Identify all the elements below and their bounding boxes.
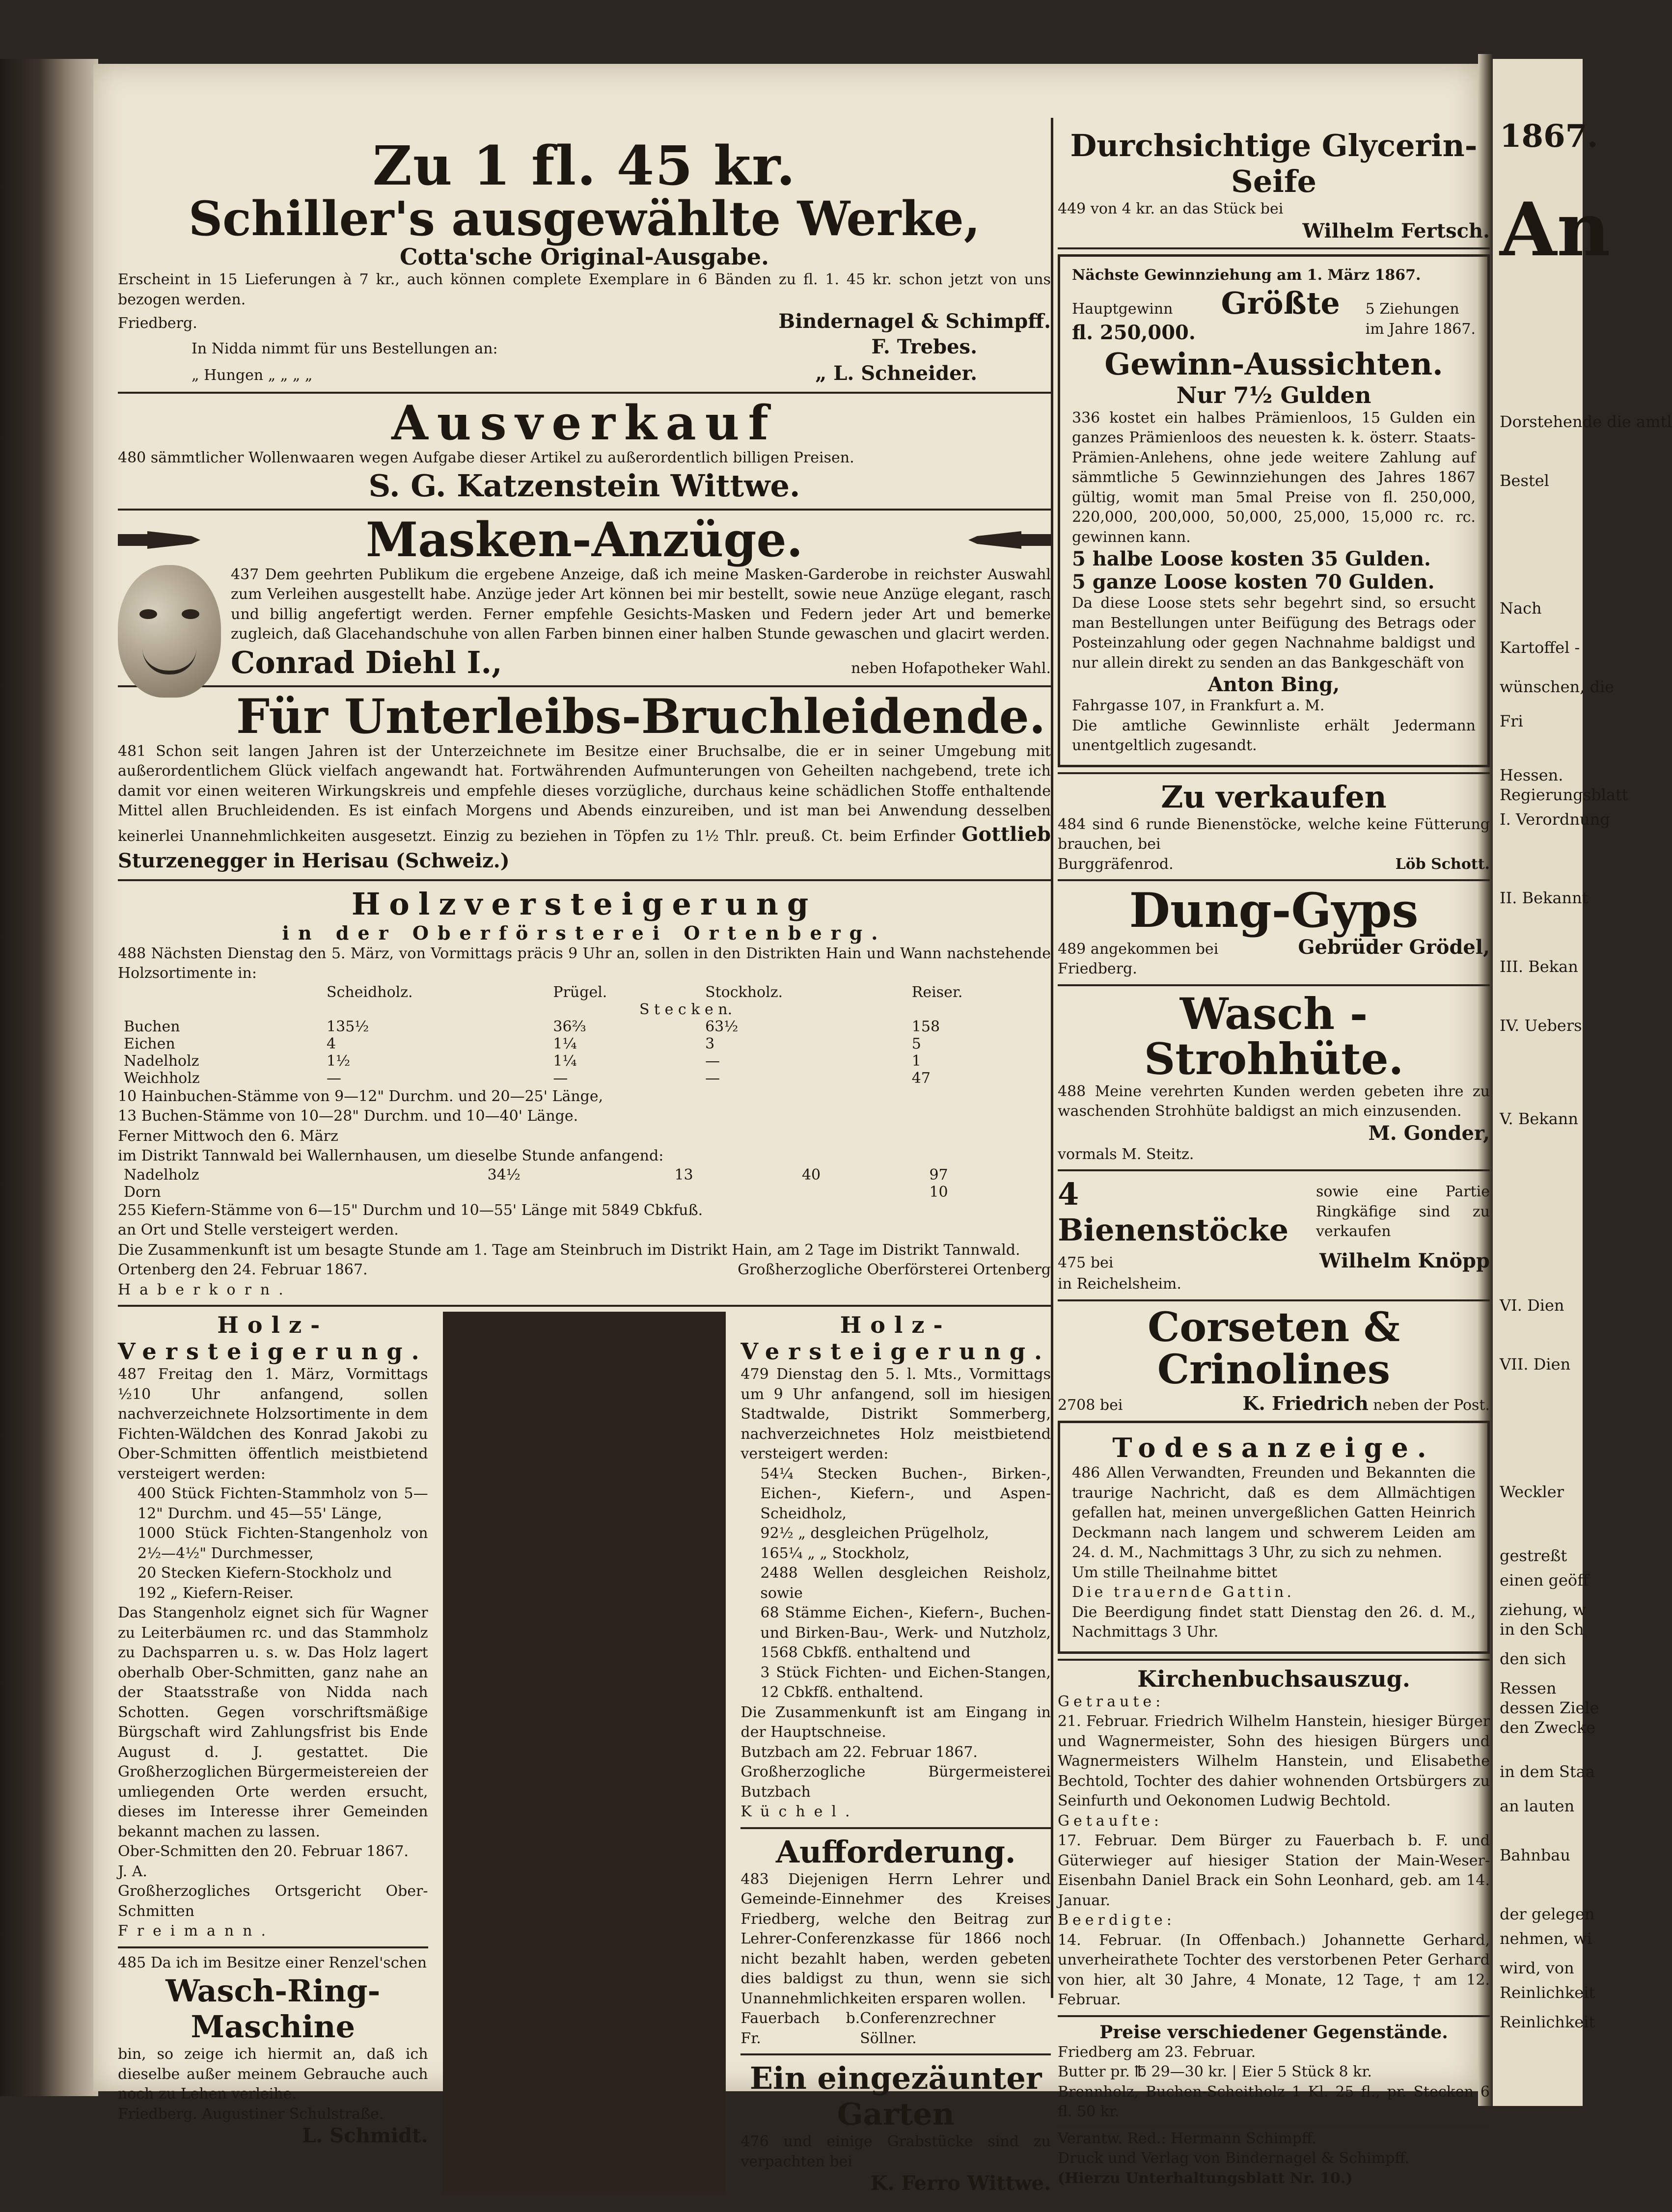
footer-printer: Druck und Verlag von Bindernagel & Schimpff. [1058,2150,1410,2167]
book-edge [0,59,98,2096]
wood-line: im Distrikt Tannwald bei Wallernhausen, um dieselbe Stunde anfangend: [118,1147,664,1165]
table-cell: — [705,1052,720,1070]
ad-corseten-signature: K. Friedrich [1242,1392,1369,1414]
edge-page-line: in dem Staa [1500,1762,1595,1781]
footer [1058,2129,1490,2189]
ad-authority: Großherzogliche Bürgermeisterei Butzbach [740,1763,1051,1801]
edge-page-line: wünschen, die [1500,677,1615,696]
edge-page-line: Bahnbau [1500,1846,1570,1864]
ad-masken-signature: Conrad Diehl I., [231,644,502,680]
divider [118,1305,1051,1307]
ad-number: 336 [1072,409,1100,427]
table-cell: Weichholz [124,1069,200,1087]
table-cell: — [327,1069,342,1087]
ad-official: Freimann. [118,1922,275,1940]
ad-authority: Großherzogliche Oberförsterei Ortenberg [738,1261,1051,1279]
edge-page-line: I. Verordnung [1500,810,1610,829]
ad-holz-schmitten-text: Freitag den 1. März, Vormittags ½10 Uhr anfangend, sollen nachverzeichnete Holzsortimente in dem Fichten-Wäldchen des Konrad Jakobi zu Ober-Schmitten öffentlich meistbietend versteigert werden: [118,1366,428,1483]
list-item: 192 „ Kiefern-Reiser. [137,1584,294,1602]
ad-schiller-trebes: F. Trebes. [871,335,977,358]
ad-holz-butzbach [740,1312,1051,1822]
lotterie-jahr: im Jahre 1867. [1365,320,1476,338]
table-cell: 40 [801,1166,821,1184]
edge-page-line: III. Bekan [1500,957,1578,976]
footer-editor: Verantw. Red.: Hermann Schimpff. [1058,2130,1316,2147]
ad-bruch [118,688,1051,874]
ad-schiller-firm: Bindernagel & Schimpff. [778,310,1051,333]
ad-ausverkauf-title: Ausverkauf [391,395,777,451]
lotterie-bold-2: 5 ganze Loose kosten 70 Gulden. [1072,570,1435,593]
divider [1058,772,1490,774]
edge-page-line: den sich [1500,1649,1566,1668]
unit-label: S t e c k e n. [639,1000,733,1018]
ad-stroh-signature: M. Gonder, [1368,1121,1490,1145]
divider [1058,2015,1490,2017]
ad-schiller-text: Erscheint in 15 Lieferungen à 7 kr., auch können complete Exemplare in 6 Bänden zu fl. 1. 45 kr. schon jetzt von uns bezogen werden. [118,271,1051,308]
edge-page-line: An [1500,187,1611,273]
edge-page-line: gestreßt [1500,1546,1567,1565]
table-cell: 1¼ [553,1035,577,1052]
footer-supplement: (Hierzu Unterhaltungsblatt Nr. 10.) [1058,2169,1353,2187]
wood-table-1 [118,984,1051,1087]
ad-holz-title: Holzversteigerung [351,886,818,922]
ad-number: 476 [740,2133,769,2151]
divider [118,685,1051,687]
ad-gyps-text: angekommen bei [1090,940,1219,958]
ad-corseten-note: neben der Post. [1373,1396,1490,1414]
table-cell: 135½ [327,1018,369,1035]
kirchenbuch [1058,1666,1490,2010]
edge-page-line: Bestel [1500,471,1549,490]
table-cell: 3 [705,1035,715,1052]
divider [740,1827,1051,1829]
ad-corseten-title: Corseten & Crinolines [1148,1303,1400,1393]
preise-line-2: Brennholz, Buchen-Scheitholz 1 Kl. 25 fl., pr. Stecken 6 fl. 50 kr. [1058,2083,1490,2121]
ad-number: 486 [1072,1464,1100,1482]
ad-number: 480 [118,449,146,466]
ad-bruch-signature: Gottlieb Sturzenegger in Herisau (Schweiz.) [118,822,1051,872]
ad-garten-title: Ein eingezäunter Garten [749,2060,1042,2132]
table-header: Prügel. [553,983,607,1001]
divider [1058,1169,1490,1171]
ad-seife-signature: Wilhelm Fertsch. [1302,219,1490,243]
preise [1058,2022,1490,2122]
lotterie-head: Nächste Gewinnziehung am 1. März 1867. [1072,266,1421,284]
edge-page-line: VI. Dien [1500,1296,1564,1315]
lotterie-text: kostet ein halbes Prämienloos, 15 Gulden ein ganzes Prämienloos des neuesten k. k. österr. Staats-Prämien-Anlehens, ohne jede weitere Zahlung auf sämmtliche 5 Gewinnziehungen des Jahres 1867 gültig, womit man 5mal Preise von fl. 250,000, 220,000, 200,000, 50,000, 25,000, 15,000 rc. rc. gewinnen kann. [1072,409,1476,546]
ad-schiller-subtitle: Cotta'sche Original-Ausgabe. [400,243,769,270]
todes-line-2: Die trauernde Gattin. [1072,1584,1294,1601]
divider [1058,879,1490,881]
ad-wasch-maschine [118,1953,428,2148]
ad-schiller-price: Zu 1 fl. 45 kr. [372,134,796,197]
list-item: 165¼ „ „ Stockholz, [760,1544,910,1562]
ad-schiller-schneider: „ L. Schneider. [815,361,977,385]
ad-masken-note: neben Hofapotheker Wahl. [851,659,1051,677]
lotterie-nur: Nur 7½ Gulden [1176,381,1371,408]
adjacent-page [1493,59,1672,2106]
ad-bienen-place: Burggräfenrod. [1058,855,1174,873]
table-cell: 13 [674,1166,693,1184]
ad-todesanzeige [1058,1421,1490,1654]
edge-page-line: Hessen. [1500,766,1563,784]
table-cell: Dorn [124,1183,161,1201]
kirchenbuch-getraute: 21. Februar. Friedrich Wilhelm Hanstein, hiesiger Bürger und Wagnermeister, Sohn des hiesigen Bürgers und Wagnermeisters Wilhelm Hanstein, und Elisabethe Bechtold, Tochter des dahier wohnenden Ortsbürgers zu Seinfurth und Oekonomen Ludwig Bechtold. [1058,1713,1490,1810]
ad-number: 485 [118,1954,146,1971]
edge-page-line: Weckler [1500,1483,1564,1501]
table-cell: 34½ [487,1166,521,1184]
ad-number: 489 [1058,940,1086,958]
wood-line: 255 Kiefern-Stämme von 6—15" Durchm und 10—55' Länge mit 5849 Cbkfuß. [118,1201,703,1219]
ad-seife [1058,128,1490,243]
ad-holz-schmitten [118,1312,428,1942]
ad-bienenstoecke-signature: Wilhelm Knöpp [1319,1249,1490,1273]
ad-holz-intro: Nächsten Dienstag den 5. März, von Vormittags präcis 9 Uhr an, sollen in den Distrikten Hain und Wann nachstehende Holzsortimente in: [118,944,1051,982]
table-cell: 47 [911,1069,931,1087]
edge-page-line: dessen Ziele [1500,1699,1599,1717]
edge-page-line: wird, von [1500,1959,1574,1977]
mask-face-illustration [118,565,221,698]
ad-bienen-text: sind 6 runde Bienenstöcke, welche keine Fütterung brauchen, bei [1058,815,1490,853]
lotterie-bold-1: 5 halbe Loose kosten 35 Gulden. [1072,547,1431,570]
ad-date: Butzbach am 22. Februar 1867. [740,1743,978,1761]
ad-number: 479 [740,1366,769,1383]
ad-bienenstoecke-title: 4 Bienenstöcke [1058,1176,1289,1248]
ad-strohhuete [1058,988,1490,1164]
lotterie-signature: Anton Bing, [1207,673,1340,696]
ad-schiller-place: Friedberg. [118,315,197,332]
ad-date: Ortenberg den 24. Februar 1867. [118,1261,368,1279]
ad-garten-signature: K. Ferro Wittwe. [870,2172,1051,2195]
divider [118,1946,428,1948]
ad-aufforderung-signature: Conferenzrechner Söllner. [860,2010,996,2047]
divider [1058,1299,1490,1301]
ad-stroh-text: Meine verehrten Kunden werden gebeten ihre zu waschenden Strohhüte baldigst an mich einzusenden. [1058,1082,1490,1120]
table-row [118,1035,1051,1052]
divider [1058,1659,1490,1661]
pointing-hand-right-icon [118,525,201,555]
lotterie-haupt-label: Hauptgewinn [1072,300,1173,318]
table-header: Scheidholz. [327,983,413,1001]
table-cell: 1 [911,1052,921,1070]
ad-number: 488 [1058,1082,1086,1100]
ad-corseten-bei: bei [1099,1396,1123,1414]
ad-date: Ober-Schmitten den 20. Februar 1867. [118,1843,409,1861]
edge-page-line: Regierungsblatt [1500,785,1628,804]
edge-page-line: ziehung, w [1500,1600,1587,1619]
todes-line-1: Um stille Theilnahme bittet [1072,1564,1278,1581]
edge-page-line: Nach [1500,599,1542,618]
lotterie-note: Die amtliche Gewinnliste erhält Jedermann unentgeltlich zugesandt. [1072,717,1476,754]
left-subcolumn [118,1312,428,2195]
list-item: 92½ „ desgleichen Prügelholz, [760,1525,989,1542]
ad-wasch-intro: Da ich im Besitze einer Renzel'schen [150,1954,427,1971]
edge-page-line: IV. Uebers [1500,1016,1582,1035]
kirchenbuch-title: Kirchenbuchsauszug. [1137,1665,1410,1692]
edge-page-line: Dorstehende die amtl [1500,412,1672,431]
ad-aufforderung-place: Fauerbach b. Fr. [740,2010,860,2047]
todes-text: Allen Verwandten, Freunden und Bekannten die traurige Nachricht, daß es dem Allmächtigen gefallen hat, meinen unvergeßlichen Gatten Heinrich Deckmann nach langem und schwerem Leiden am 24. d. M., Nachmittags 3 Uhr, zu sich zu nehmen. [1072,1464,1476,1562]
ad-holz-subtitle: in der Oberförsterei Ortenberg. [282,921,887,944]
lotterie-haupt-value: fl. 250,000. [1072,321,1196,344]
table-header [118,984,321,1001]
table-cell: 63½ [705,1018,739,1035]
ad-initials: J. A. [118,1862,147,1880]
ad-bienen-verkauf [1058,779,1490,875]
divider [740,2053,1051,2055]
kirchenbuch-beerdigte-heading: Beerdigte: [1058,1912,1176,1929]
ad-bienenstoecke [1058,1176,1490,1295]
lotterie-ziehungen: 5 Ziehungen [1365,300,1459,318]
list-item: 1000 Stück Fichten-Stangenholz von 2½—4½" Durchmesser, [137,1525,428,1562]
ad-lotterie [1058,254,1490,767]
ad-bienenstoecke-bei: bei [1090,1254,1114,1272]
edge-page-line: V. Bekann [1500,1109,1578,1128]
table-header: Reiser. [911,983,963,1001]
divider [118,392,1051,394]
ad-bienenstoecke-text: sowie eine Partie Ringkäfige sind zu verkaufen [1316,1183,1490,1241]
ad-wasch-title: Wasch-Ring-Maschine [165,1973,381,2045]
table-header-row [118,984,1051,1001]
ad-authority: Großherzogliches Ortsgericht Ober-Schmitten [118,1883,428,1920]
table-row [118,1070,1051,1087]
ad-schiller [118,134,1051,387]
wood-line: an Ort und Stelle versteigert werden. [118,1221,399,1239]
ad-ausverkauf-text: sämmtlicher Wollenwaaren wegen Aufgabe dieser Artikel zu außerordentlich billigen Preisen. [150,449,854,466]
lotterie-address: Fahrgasse 107, in Frankfurt a. M. [1072,697,1325,714]
ad-aufforderung-title: Aufforderung. [775,1834,1016,1870]
lotterie-text-2: Da diese Loose stets sehr begehrt sind, so ersucht man Bestellungen unter Beifügung des Betrags oder Posteinzahlung oder gegen Nachnahme baldigst und nur allein direkt zu senden an das Bankgeschäft von [1072,594,1476,672]
ad-number: 475 [1058,1254,1086,1272]
preise-line-1: Butter pr. ℔ 29—30 kr. | Eier 5 Stück 8 kr. [1058,2063,1372,2081]
list-item: 54¼ Stecken Buchen-, Birken-, Eichen-, Kiefern-, und Aspen-Scheidholz, [760,1465,1051,1522]
wood-table-2 [118,1166,1051,1201]
ad-aufforderung [740,1834,1051,2049]
ad-holz-butzbach-text: Dienstag den 5. l. Mts., Vormittags um 9 Uhr anfangend, soll im hiesigen Stadtwalde, Distrikt Sommerberg, nachverzeichnetes Holz meistbietend versteigert werden: [740,1366,1051,1463]
ad-number: 487 [118,1366,146,1383]
ad-ausverkauf-signature: S. G. Katzenstein Wittwe. [368,468,800,504]
table-cell: — [553,1069,568,1087]
table-row [118,1166,1051,1184]
table-cell: 5 [911,1035,921,1052]
ad-number: 481 [118,742,146,760]
ad-seife-title: Durchsichtige Glycerin-Seife [1070,128,1478,199]
edge-page-line: Fri [1500,712,1523,730]
edge-page-line: Reinlichkeit [1500,1983,1595,2002]
list-item: 3 Stück Fichten- und Eichen-Stangen, 12 Cbkfß. enthaltend. [760,1664,1051,1701]
pointing-hand-left-icon [967,525,1051,555]
ad-number: 483 [740,1870,769,1888]
divider [118,509,1051,511]
ad-official: Küchel. [740,1803,859,1821]
kirchenbuch-beerdigte: 14. Februar. (In Offenbach.) Johannette Gerhard, unverheirathete Tochter des verstorbenen Peter Gerhard von hier, alt 30 Jahre, 4 Monate, 12 Tage, † am 12. Februar. [1058,1931,1490,2009]
ad-corseten [1058,1303,1490,1416]
ad-schiller-nidda: In Nidda nimmt für uns Bestellungen an: [192,340,498,357]
ad-masken [118,512,1051,680]
list-item: 2488 Wellen desgleichen Reisholz, sowie [760,1565,1051,1602]
ad-number: 488 [118,944,146,962]
divider [1058,247,1490,249]
edge-page-line: nehmen, wi [1500,1929,1592,1948]
kirchenbuch-getaufte: 17. Februar. Dem Bürger zu Fauerbach b. F. und Güterwieger auf hiesiger Station der Main-Weser-Eisenbahn Daniel Brack ein Sohn Leonhard, geb. am 14. Januar. [1058,1832,1490,1909]
edge-page-line: II. Bekannt [1500,889,1589,907]
ad-stroh-title: Wasch - Strohhüte. [1144,988,1404,1085]
ad-number: 437 [231,566,259,583]
lotterie-groesste: Größte [1221,285,1340,321]
table-cell: Eichen [124,1035,175,1052]
ad-seife-text: von 4 kr. an das Stück bei [1090,200,1284,217]
table-cell: 158 [911,1018,940,1035]
wood-line: 13 Buchen-Stämme von 10—28" Durchm. und 10—40' Länge. [118,1107,578,1125]
right-column [1046,59,1490,2188]
ad-masken-text: Dem geehrten Publikum die ergebene Anzeige, daß ich meine Masken-Garderobe in reichster Auswahl zum Verleihen ausgestellt habe. Anzüge jeder Art können bei mir bestellt, sowie neue Anzüge elegant, rasch und billig angefertigt werden. Ferner empfehle Gesichts-Masken und Federn jeder Art und bemerke zugleich, daß Glacehandschuhe von allen Farben binnen einer halben Stunde gewaschen und glacirt werden. [231,566,1051,643]
ad-schiller-title: Schiller's ausgewählte Werke, [188,190,981,246]
ad-gyps-title: Dung-Gyps [1129,883,1419,938]
ad-holz-schmitten-text2: Das Stangenholz eignet sich für Wagner zu Leiterbäumen rc. und das Stammholz zu Dachsparren u. s. w. Das Holz lagert oberhalb Ober-Schmitten, ganz nahe an der Staatsstraße von Nidda nach Schotten. Gegen vorschriftsmäßige Bürgschaft wird Zahlungsfrist bis Ende August d. J. gestattet. Die Großherzoglichen Bürgermeistereien der umliegenden Orte werden ersucht, dieses im Interesse ihrer Gemeinden bekannt machen zu lassen. [118,1604,428,1840]
edge-page-line: 1867. [1500,118,1598,155]
wood-line: Ferner Mittwoch den 6. März [118,1127,338,1145]
ad-official: Haberkorn. [118,1281,292,1298]
todes-text-2: Die Beerdigung findet statt Dienstag den 26. d. M., Nachmittags 3 Uhr. [1072,1603,1476,1641]
ad-number: 449 [1058,200,1086,217]
wood-line: 10 Hainbuchen-Stämme von 9—12" Durchm. und 20—25' Länge, [118,1087,603,1105]
ad-garten [740,2060,1051,2195]
table-cell: 1¼ [553,1052,577,1070]
ad-bienen-title: Zu verkaufen [1161,779,1387,815]
ad-number: 484 [1058,815,1086,833]
left-column [118,59,1051,2195]
list-item: 68 Stämme Eichen-, Kiefern-, Buchen- und Birken-Bau-, Werk- und Nutzholz, 1568 Cbkfß. enthaltend und [760,1604,1051,1662]
table-cell: Buchen [124,1018,180,1035]
table-cell: 10 [929,1183,948,1201]
ad-wasch-place: Friedberg. Augustiner Schulstraße. [118,2105,384,2123]
edge-page-line: an lauten [1500,1797,1575,1815]
ad-garten-text: und einige Grabstücke sind zu verpachten bei [740,2133,1051,2170]
table-header: Stockholz. [705,983,783,1001]
ad-bienen-signature: Löb Schott. [1395,855,1490,873]
edge-page-line: Kartoffel - [1500,638,1580,657]
table-cell: 1½ [327,1052,351,1070]
ad-wasch-signature: L. Schmidt. [302,2124,428,2148]
lotterie-aussichten: Gewinn-Aussichten. [1104,346,1443,382]
table-cell: — [705,1069,720,1087]
table-row [118,1018,1051,1035]
kirchenbuch-getaufte-heading: Getaufte: [1058,1812,1163,1830]
preise-title: Preise verschiedener Gegenstände. [1099,2022,1448,2043]
edge-page-line: VII. Dien [1500,1355,1571,1374]
right-subcolumn [740,1312,1051,2195]
ad-bienenstoecke-place: in Reichelsheim. [1058,1275,1181,1293]
list-item: 400 Stück Fichten-Stammholz von 5—12" Durchm. und 45—55' Länge, [137,1485,428,1522]
divider [1058,984,1490,986]
ad-holz-butzbach-text2: Die Zusammenkunft ist am Eingang in der Hauptschneise. [740,1703,1051,1741]
ad-holz-butzbach-title: Holz-Versteigerung. [740,1312,1051,1365]
table-cell: Nadelholz [124,1052,199,1070]
table-cell: 97 [929,1166,948,1184]
table-cell: 4 [327,1035,336,1052]
table-row [118,1052,1051,1070]
ad-wasch-text: bin, so zeige ich hiermit an, daß ich dieselbe außer meinem Gebrauche auch noch zu Lehen verleihe. [118,2046,428,2103]
ad-schiller-hungen: „ Hungen „ „ „ „ [192,366,313,384]
edge-page-line: einen geöff [1500,1571,1589,1590]
ad-aufforderung-text: Diejenigen Herrn Lehrer und Gemeinde-Einnehmer des Kreises Friedberg, welche den Beitrag zur Lehrer-Conferenzkasse für 1866 noch nicht bezahlt haben, werden gebeten dies baldigst zu thun, wenn sie sich Unannehmlichkeiten ersparen wollen. [740,1870,1051,2007]
divider [118,879,1051,881]
ad-stroh-note: vormals M. Steitz. [1058,1145,1194,1163]
ad-masken-title: Masken-Anzüge. [366,512,803,568]
todes-title: Todesanzeige. [1112,1432,1435,1464]
ad-gyps [1058,883,1490,979]
ad-holz-ortenberg [118,886,1051,1300]
edge-page-line: Ressen [1500,1679,1557,1698]
ad-bruch-text: Schon seit langen Jahren ist der Unterzeichnete im Besitze einer Bruchsalbe, die er in seiner Umgebung mit außerordentlichem Glück vielfach angewandt hat. Fortwährenden Aufmunterungen von Geheilten nachgebend, trete ich damit vor einen weiteren Wirkungskreis und empfehle dieses vorzügliche, durchaus keine schädlichen Stoffe enthaltende Mittel allen Bruchleidenden. Es ist einfach Morgens und Abends einzureiben, und ist man bei Anwendung desselben keinerlei Unannehmlichkeiten ausgesetzt. Einzig zu beziehen in Töpfen zu 1½ Thlr. preuß. Ct. beim Erfinder [118,742,1051,845]
table-row [118,1184,1051,1201]
ad-holz-schmitten-title: Holz-Versteigerung. [118,1312,428,1365]
ad-gyps-signature: Gebrüder Grödel, [1298,935,1490,959]
ad-ausverkauf [118,395,1051,504]
edge-page-line: den Zwecke [1500,1718,1596,1737]
list-item: 20 Stecken Kiefern-Stockholz und [137,1565,392,1582]
edge-page-line: Reinlichkeit [1500,2013,1595,2031]
column-divider [443,1312,726,2195]
edge-page-line: in den Sch [1500,1620,1584,1639]
edge-page-line: der gelegen [1500,1905,1595,1923]
kirchenbuch-getraute-heading: Getraute: [1058,1693,1165,1710]
table-cell: 36⅔ [553,1018,586,1035]
ad-gyps-place: Friedberg. [1058,960,1137,978]
ad-number: 2708 [1058,1396,1096,1414]
preise-date: Friedberg am 23. Februar. [1058,2043,1256,2061]
wood-line: Die Zusammenkunft ist um besagte Stunde am 1. Tage am Steinbruch im Distrikt Hain, am 2 Tage im Distrikt Tannwald. [118,1241,1020,1259]
divider [1058,2125,1490,2126]
ad-bruch-title: Für Unterleibs-Bruchleidende. [236,688,1046,744]
table-cell: Nadelholz [124,1166,199,1184]
